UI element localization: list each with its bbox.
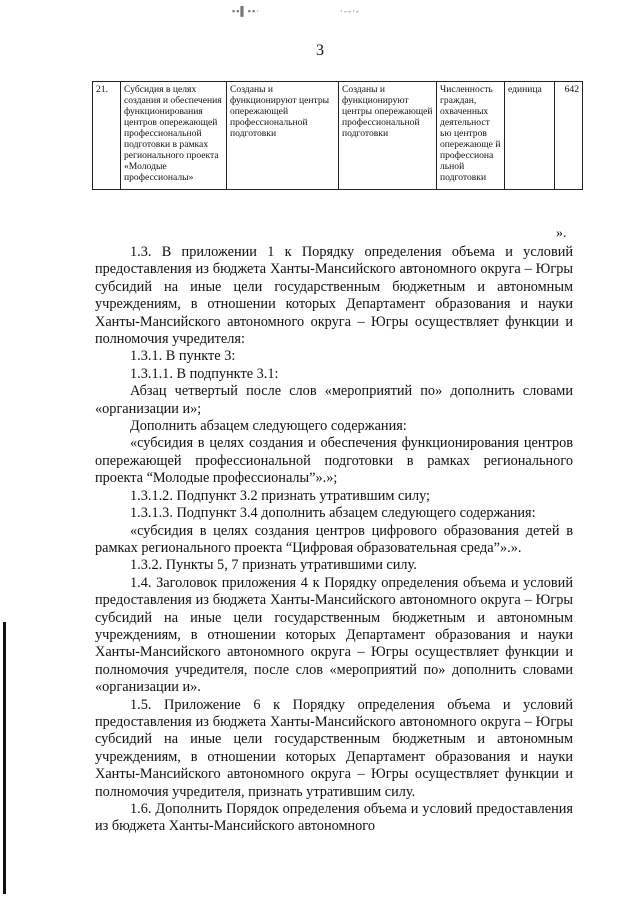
paragraph: 1.3.1. В пункте 3:: [130, 348, 236, 365]
indicators-table: [92, 81, 583, 190]
paragraph: 1.5. Приложение 6 к Порядку определения объема и условий предоставления из бюджета Ханты-Мансийского автономного округа – Югры субсидий на иные цели государственным бюджетным и автономным учреждениям, в отношении которых Департамент образования и науки Ханты-Мансийского автономного округа – Югры осуществляет функции и полномочия учредителя, признать утратившим силу.: [95, 696, 573, 800]
paragraph: «субсидия в целях создания и обеспечения функционирования центров опережающей профессиональной подготовки в рамках регионального проекта “Молодые профессионалы”».»;: [95, 435, 573, 487]
indicator-cell: Численность граждан, охваченных деятельност ью центров опережающе й профессиона льной подготовки: [437, 82, 505, 190]
paragraph: 1.4. Заголовок приложения 4 к Порядку определения объема и условий предоставления из бюджета Ханты-Мансийского автономного округа – Югры субсидий на иные цели государственным бюджетным и автономным учреждениям, в отношении которых Департамент образования и науки Ханты-Мансийского автономного округа – Югры осуществляет функции и полномочия учредителя, после слов «мероприятий по» дополнить словами «организации и».: [95, 574, 573, 696]
result-cell: Созданы и функционируют центры опережающей профессиональной подготовки: [339, 82, 437, 190]
paragraph: 1.3.1.2. Подпункт 3.2 признать утратившим силу;: [130, 487, 431, 504]
paragraph: 1.3. В приложении 1 к Порядку определения объема и условий предоставления из бюджета Ханты-Мансийского автономного округа – Югры субсидий на иные цели государственным бюджетным и автономным учреждениям, в отношении которых Департамент образования и науки Ханты-Мансийского автономного округа – Югры осуществляет функции и полномочия учредителя:: [95, 244, 573, 348]
paragraph: Дополнить абзацем следующего содержания:: [130, 418, 407, 435]
paragraph: 1.3.1.1. В подпункте 3.1:: [130, 365, 279, 382]
closing-quote: ».: [556, 226, 567, 241]
subsidy-name-cell: Субсидия в целях создания и обеспечения функционирования центров опережающей профессиональной подготовки в рамках регионального проекта «Молодые профессионалы»: [121, 82, 227, 190]
paragraph: 1.3.2. Пункты 5, 7 признать утратившими силу.: [130, 557, 417, 574]
value-cell: 642: [555, 82, 583, 190]
table-row: [93, 82, 583, 190]
paragraph: Абзац четвертый после слов «мероприятий по» дополнить словами «организации и»;: [95, 383, 573, 417]
paragraph: 1.3.1.3. Подпункт 3.4 дополнить абзацем следующего содержания:: [130, 505, 536, 522]
document-body: [95, 244, 573, 836]
page-number: 3: [316, 42, 324, 59]
scan-artifact: ▪▪▌▪▪·: [232, 6, 261, 16]
paragraph: «субсидия в целях создания центров цифрового образования детей в рамках регионального проекта “Цифровая образовательная среда”».».: [95, 522, 573, 556]
scan-edge-bar: [3, 622, 6, 894]
paragraph: 1.6. Дополнить Порядок определения объема и условий предоставления из бюджета Ханты-Мансийского автономного: [95, 801, 573, 835]
unit-cell: единица: [505, 82, 555, 190]
goal-cell: Созданы и функционируют центры опережающей профессиональной подготовки: [227, 82, 339, 190]
row-number: 21.: [93, 82, 121, 190]
scan-artifact: ·‐‐·‐: [340, 6, 360, 16]
